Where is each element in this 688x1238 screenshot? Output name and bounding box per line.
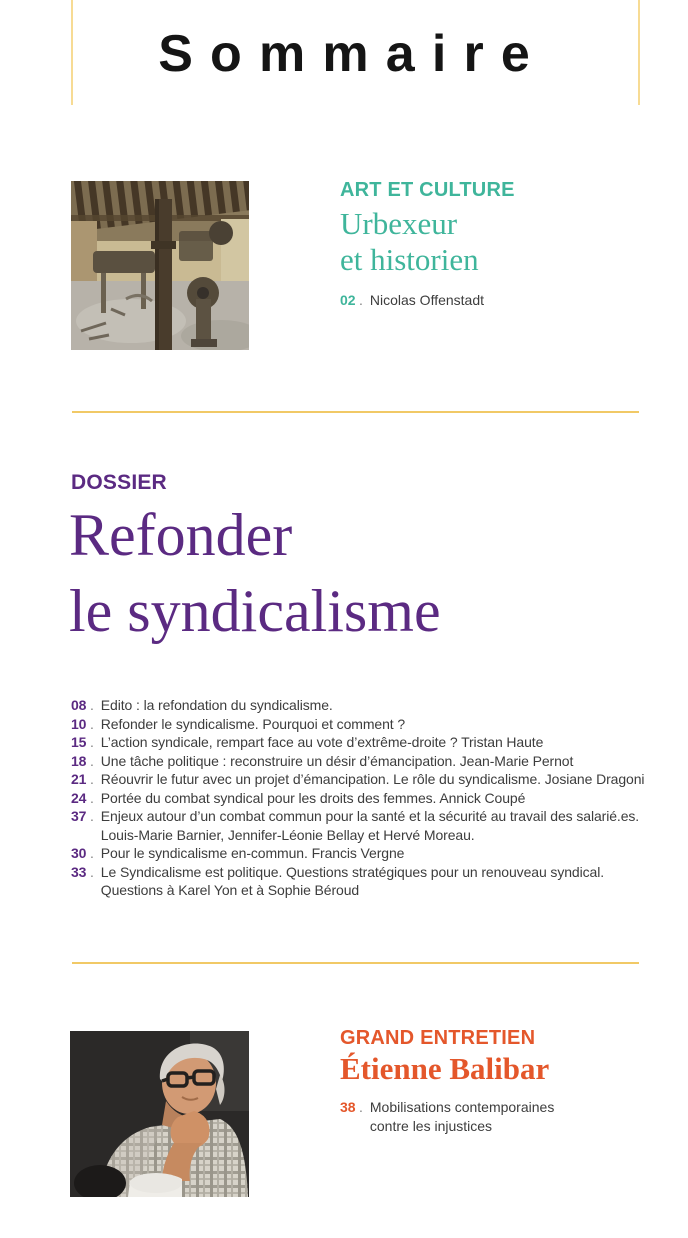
item-text: Réouvrir le futur avec un projet d’émancipation. Le rôle du syndicalisme. Josiane Dragoni [100,771,645,787]
section-divider-bottom [72,962,639,964]
item-page-number: 08 [71,697,87,713]
list-item [71,789,644,808]
dossier-title-line2: le syndicalisme [69,578,441,644]
list-item [71,863,644,900]
entry-text: Mobilisations contemporaines [369,1099,555,1115]
item-separator: . [90,715,94,732]
list-item [71,752,644,771]
item-text-line2: Questions à Karel Yon et à Sophie Béroud [100,882,360,898]
item-text: Enjeux autour d’un combat commun pour la santé et la sécurité au travail des salarié.es. [100,808,640,824]
item-page-number: 21 [71,771,87,787]
item-text-line2: Louis-Marie Barnier, Jennifer-Léonie Bellay et Hervé Moreau. [100,826,475,843]
entry-separator: . [359,1099,363,1115]
balibar-portrait-photo [70,1031,249,1197]
item-text: Le Syndicalisme est politique. Questions stratégiques pour un renouveau syndical. [100,863,604,880]
grand-entretien-entry [340,1098,554,1135]
item-page-number: 30 [71,845,87,861]
item-page-number: 33 [71,863,87,880]
item-text: Portée du combat syndical pour les droits des femmes. Annick Coupé [100,789,526,806]
list-item [71,696,644,715]
entry-page-number: 02 [340,292,356,308]
entry-separator: . [359,292,363,308]
item-separator: . [90,863,94,880]
page-title: Sommaire [158,25,547,83]
item-separator: . [90,697,94,713]
item-page-number: 18 [71,752,87,769]
art-culture-entry [340,291,484,310]
item-text: Pour le syndicalisme en-commun. Francis Vergne [100,845,405,861]
item-separator: . [90,752,94,769]
item-text: L’action syndicale, rempart face au vote d’extrême-droite ? Tristan Haute [100,734,544,750]
item-separator: . [90,734,94,750]
entry-text: Nicolas Offenstadt [369,292,485,308]
item-page-number: 37 [71,808,87,824]
entry-text-line2: contre les injustices [369,1117,493,1134]
item-page-number: 24 [71,789,87,806]
art-culture-kicker: ART ET CULTURE [340,179,515,201]
item-separator: . [90,845,94,861]
list-item [71,715,644,734]
item-separator: . [90,789,94,806]
urbex-factory-photo [71,181,249,350]
list-item [71,807,644,844]
dossier-kicker: DOSSIER [71,471,167,494]
list-item [71,770,644,789]
list-item [71,733,644,752]
grand-entretien-kicker: GRAND ENTRETIEN [340,1027,536,1049]
grand-entretien-title: Étienne Balibar [340,1051,550,1086]
entry-page-number: 38 [340,1099,356,1115]
list-item [71,844,644,863]
item-separator: . [90,771,94,787]
item-text: Refonder le syndicalisme. Pourquoi et comment ? [100,715,406,732]
art-culture-title [340,206,479,278]
dossier-title-line1: Refonder [69,502,293,568]
section-divider-top [72,411,639,413]
item-text: Une tâche politique : reconstruire un désir d’émancipation. Jean-Marie Pernot [100,752,574,769]
dossier-title [69,497,441,649]
dossier-list [71,696,644,900]
item-text: Edito : la refondation du syndicalisme. [100,697,333,713]
item-separator: . [90,808,94,824]
art-culture-title-line2: et historien [340,242,479,277]
item-page-number: 15 [71,734,87,750]
art-culture-title-line1: Urbexeur [340,206,458,241]
item-page-number: 10 [71,715,87,732]
